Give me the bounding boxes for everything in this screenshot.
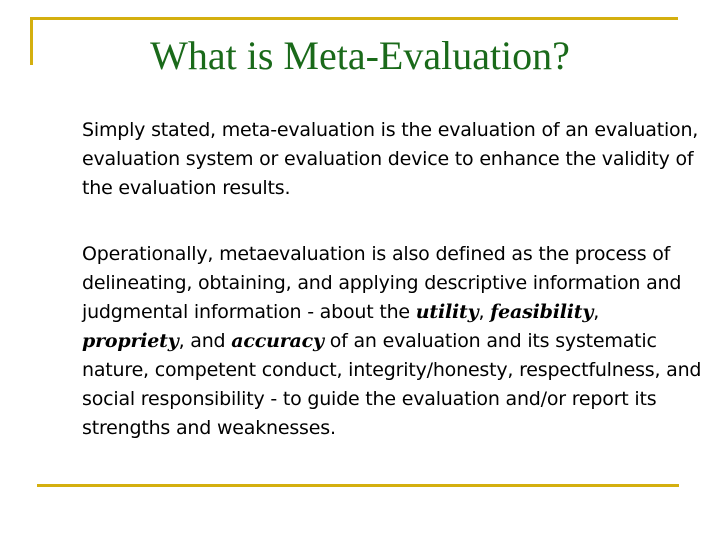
top-rule: [30, 17, 678, 20]
separator: , and: [178, 330, 232, 352]
operational-definition-paragraph: [82, 240, 702, 443]
bottom-rule: [37, 484, 679, 487]
paragraph-text-part1: Operationally, metaevaluation is also defined as the process of delineating, obtaining, and applying descriptive information and judgmental information - about the: [82, 243, 682, 323]
separator: ,: [478, 301, 491, 323]
slide-title: What is Meta-Evaluation?: [150, 33, 570, 78]
separator: ,: [593, 301, 600, 323]
term-feasibility: feasibility: [490, 301, 594, 323]
paragraph-text-part2: of an evaluation and its systematic nature, competent conduct, integrity/honesty, respectfulness, and social responsibility - to guide the evaluation and/or report its strengths and weaknesses.: [82, 330, 702, 439]
term-propriety: propriety: [82, 330, 179, 352]
term-accuracy: accuracy: [231, 330, 324, 352]
definition-paragraph: Simply stated, meta-evaluation is the evaluation of an evaluation, evaluation system or evaluation device to enhance the validity of the evaluation results.: [82, 119, 699, 199]
term-utility: utility: [415, 301, 479, 323]
